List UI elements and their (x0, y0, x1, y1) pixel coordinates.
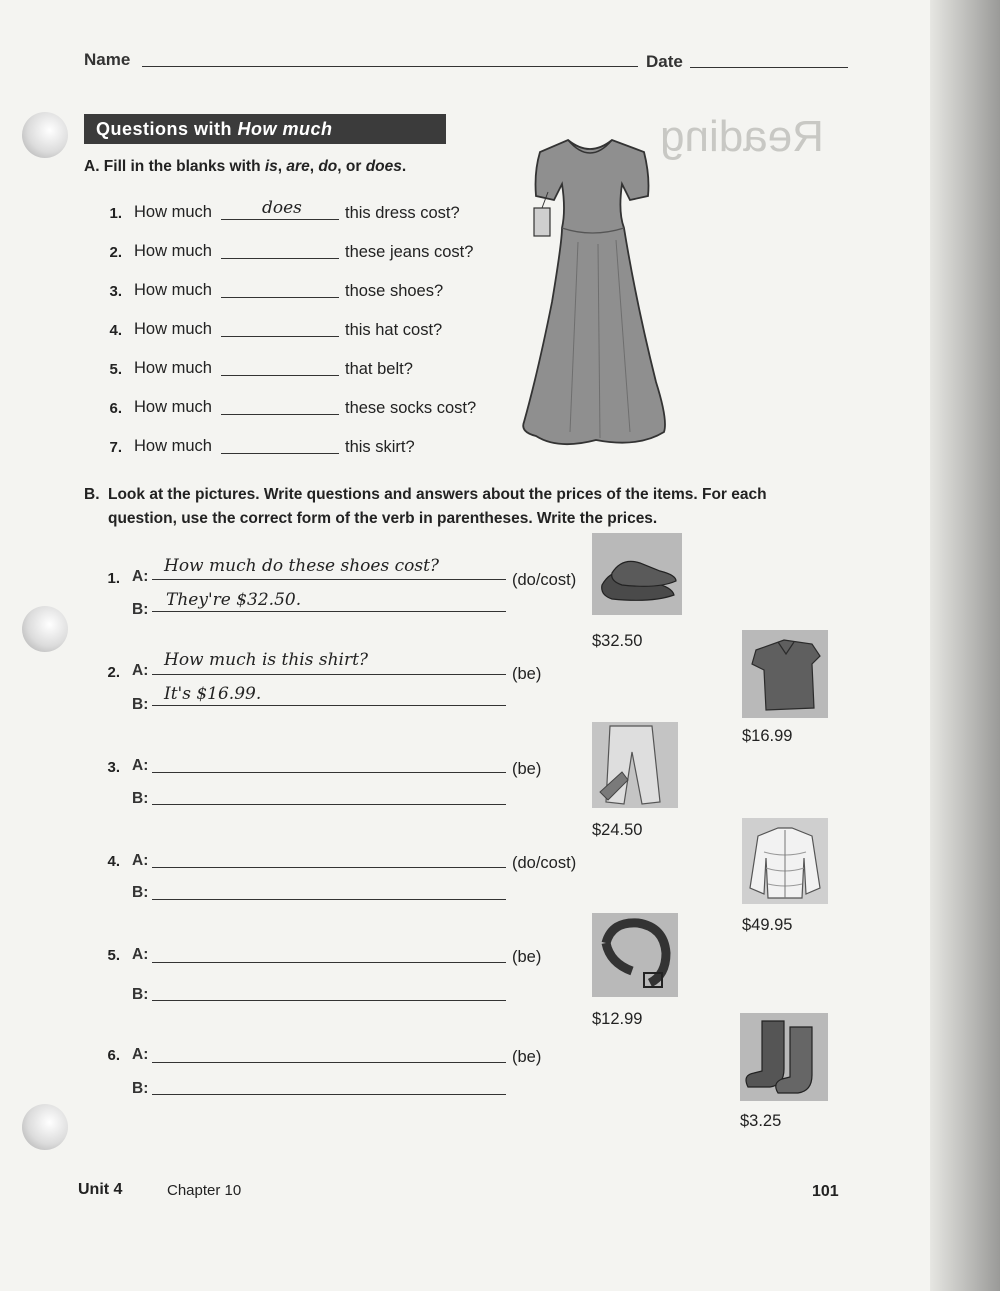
dress-illustration (518, 132, 668, 454)
a-label: A: (132, 946, 149, 963)
price-label: $16.99 (742, 727, 793, 745)
question-line[interactable] (152, 867, 506, 868)
price-label: $49.95 (742, 916, 793, 934)
name-label: Name (84, 50, 131, 69)
item-start: How much (134, 203, 212, 221)
item-end: these jeans cost? (345, 243, 474, 261)
item-number: 1. (109, 205, 122, 222)
word-is: is (264, 158, 278, 175)
verb-hint: (do/cost) (512, 854, 577, 872)
answer-line[interactable] (152, 899, 506, 900)
item-number: 5. (107, 947, 120, 964)
section-title-text: Questions with (96, 119, 238, 139)
shoes-picture (592, 533, 682, 615)
b-label: B: (132, 1080, 149, 1097)
item-number: 4. (109, 322, 122, 339)
pants-picture (592, 722, 678, 808)
item-number: 6. (107, 1047, 120, 1064)
b-label: B: (132, 884, 149, 901)
date-label: Date (646, 52, 683, 71)
answer-blank[interactable] (221, 297, 339, 298)
question-answer[interactable]: How much is this shirt? (164, 650, 369, 670)
binder-hole (22, 112, 68, 158)
part-b-instruction-line2: question, use the correct form of the verb in parentheses. Write the prices. (108, 510, 658, 527)
item-start: How much (134, 281, 212, 299)
verb-hint: (be) (512, 1048, 542, 1066)
item-number: 3. (109, 283, 122, 300)
item-end: these socks cost? (345, 399, 477, 417)
answer-blank[interactable] (221, 414, 339, 415)
item-number: 2. (107, 664, 120, 681)
answer-line[interactable] (152, 705, 506, 706)
price-label: $24.50 (592, 821, 643, 839)
verb-hint: (be) (512, 665, 542, 683)
price-label: $12.99 (592, 1010, 643, 1028)
price-label: $32.50 (592, 632, 643, 650)
answer-blank[interactable] (221, 453, 339, 454)
a-label: A: (132, 757, 149, 774)
item-number: 7. (109, 439, 122, 456)
item-start: How much (134, 242, 212, 260)
answer-line[interactable] (152, 1000, 506, 1001)
answer-line[interactable] (152, 1094, 506, 1095)
answer-text[interactable]: They're $32.50. (166, 590, 302, 610)
answer-blank[interactable] (221, 258, 339, 259)
word-does: does (365, 158, 402, 175)
word-do: do (318, 158, 338, 175)
binder-hole (22, 606, 68, 652)
item-number: 5. (109, 361, 122, 378)
chapter-label: Chapter 10 (167, 1182, 242, 1199)
name-field[interactable] (142, 66, 638, 67)
a-label: A: (132, 1046, 149, 1063)
item-end: those shoes? (345, 282, 444, 300)
item-end: this dress cost? (345, 204, 460, 222)
unit-label: Unit 4 (78, 1181, 123, 1198)
socks-picture (740, 1013, 828, 1101)
item-start: How much (134, 320, 212, 338)
item-number: 4. (107, 853, 120, 870)
b-label: B: (132, 986, 149, 1003)
word-are: are (286, 158, 310, 175)
question-line[interactable] (152, 772, 506, 773)
question-line[interactable] (152, 579, 506, 580)
item-start: How much (134, 398, 212, 416)
item-number: 1. (107, 570, 120, 587)
item-answer[interactable]: does (262, 198, 302, 218)
section-title-italic: How much (237, 119, 333, 139)
jacket-picture (742, 818, 828, 904)
part-a-instruction: A. Fill in the blanks with is, are, do, or does. (84, 158, 407, 175)
belt-picture (592, 913, 678, 997)
answer-text[interactable]: It's $16.99. (164, 684, 262, 704)
a-label: A: (132, 568, 149, 585)
item-number: 6. (109, 400, 122, 417)
answer-blank[interactable] (221, 336, 339, 337)
page-number: 101 (812, 1183, 839, 1200)
section-title (84, 114, 446, 144)
answer-blank[interactable] (221, 375, 339, 376)
price-label: $3.25 (740, 1112, 782, 1130)
item-end: this skirt? (345, 438, 415, 456)
question-line[interactable] (152, 674, 506, 675)
item-number: 3. (107, 759, 120, 776)
verb-hint: (be) (512, 948, 542, 966)
item-end: this hat cost? (345, 321, 443, 339)
answer-blank[interactable] (221, 219, 339, 220)
page-edge-shadow (930, 0, 1000, 1291)
verb-hint: (be) (512, 760, 542, 778)
a-label: A: (132, 662, 149, 679)
item-number: 2. (109, 244, 122, 261)
question-line[interactable] (152, 962, 506, 963)
part-b-instruction-line1: Look at the pictures. Write questions and answers about the prices of the items. For each (108, 486, 767, 503)
b-label: B: (132, 601, 149, 618)
part-a-intro: A. Fill in the blanks with (84, 158, 265, 175)
item-start: How much (134, 359, 212, 377)
item-start: How much (134, 437, 212, 455)
answer-line[interactable] (152, 611, 506, 612)
b-label: B: (132, 696, 149, 713)
verb-hint: (do/cost) (512, 571, 577, 589)
item-end: that belt? (345, 360, 413, 378)
bleed-through: Reading (660, 112, 824, 161)
question-answer[interactable]: How much do these shoes cost? (164, 556, 440, 576)
question-line[interactable] (152, 1062, 506, 1063)
b-label: B: (132, 790, 149, 807)
a-label: A: (132, 852, 149, 869)
answer-line[interactable] (152, 804, 506, 805)
date-field[interactable] (690, 67, 848, 68)
part-b-letter: B. (84, 486, 100, 503)
price-tag-icon (534, 208, 550, 236)
shirt-picture (742, 630, 828, 718)
binder-hole (22, 1104, 68, 1150)
